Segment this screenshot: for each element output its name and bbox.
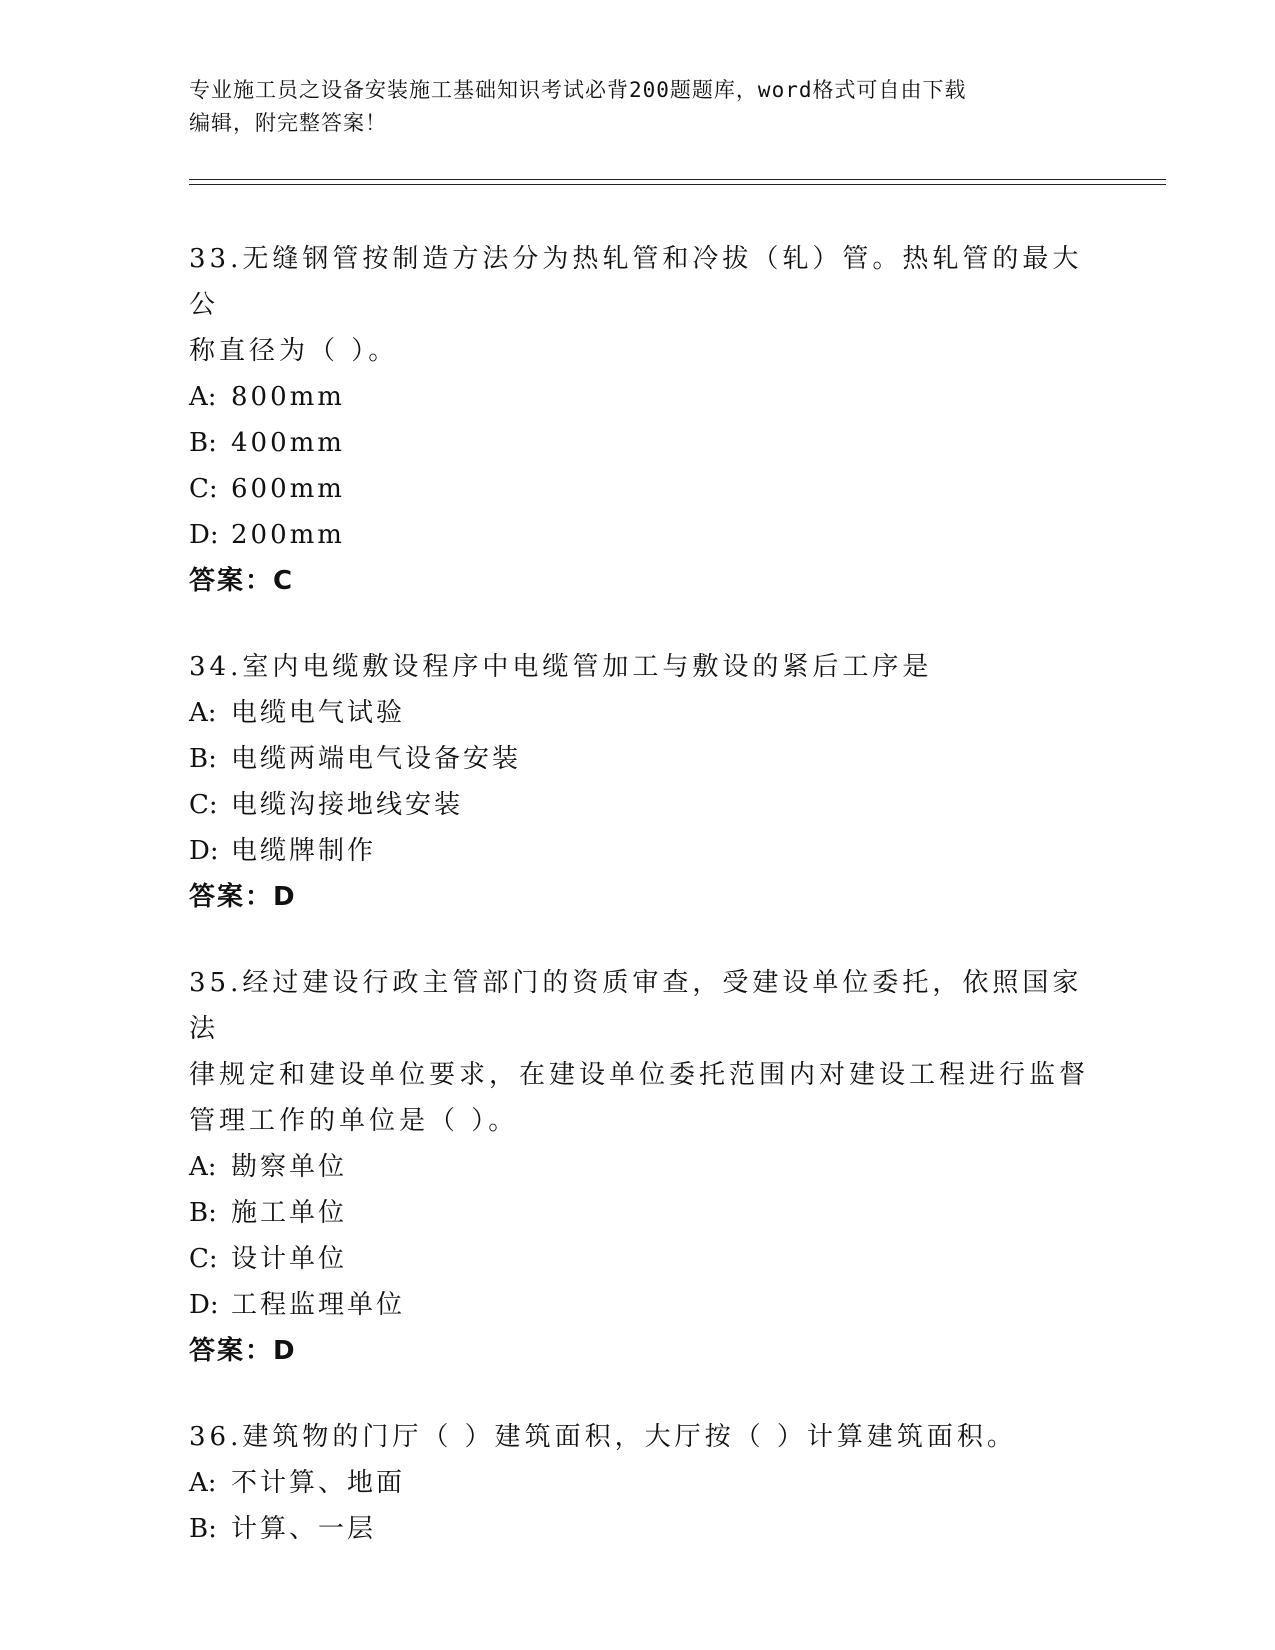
option-label: A: [189,698,217,728]
option-a [189,690,1089,736]
header-divider-top [189,179,1166,180]
option-text: 工程监理单位 [231,1290,406,1320]
option-text: 200mm [231,520,345,550]
option-d [189,828,1089,874]
option-b [189,1506,1089,1552]
option-text: 设计单位 [231,1244,348,1274]
option-b [189,736,1089,782]
question-stem-line: 36.建筑物的门厅（ ）建筑面积，大厅按（ ）计算建筑面积。 [189,1422,1017,1452]
option-c [189,466,1089,512]
question-35 [189,960,1089,1374]
option-d [189,512,1089,558]
option-a [189,1460,1089,1506]
option-label: C: [189,474,218,504]
option-text: 电缆牌制作 [231,836,377,866]
option-text: 施工单位 [231,1198,348,1228]
option-label: D: [189,836,219,866]
option-b [189,420,1089,466]
question-stem-line: 35.经过建设行政主管部门的资质审查，受建设单位委托，依照国家法 [189,968,1083,1044]
option-text: 不计算、地面 [231,1468,406,1498]
question-stem-line: 管理工作的单位是（ ）。 [189,1106,519,1136]
option-c [189,782,1089,828]
option-label: B: [189,1514,217,1544]
answer-text: 答案：D [189,882,297,912]
question-stem-line: 律规定和建设单位要求，在建设单位委托范围内对建设工程进行监督 [189,1060,1090,1090]
option-label: A: [189,1468,217,1498]
option-d [189,1282,1089,1328]
option-a [189,1144,1089,1190]
question-list [189,236,1089,1592]
question-stem-line: 33.无缝钢管按制造方法分为热轧管和冷拔（轧）管。热轧管的最大公 [189,244,1083,320]
answer-text: 答案：C [189,566,295,596]
header-divider-bottom [189,184,1166,185]
question-34 [189,644,1089,920]
option-text: 电缆沟接地线安装 [231,790,464,820]
option-text: 400mm [231,428,345,458]
option-c [189,1236,1089,1282]
option-label: C: [189,1244,218,1274]
option-text: 勘察单位 [231,1152,348,1182]
option-text: 600mm [231,474,345,504]
question-stem-line: 称直径为（ ）。 [189,336,399,366]
option-label: A: [189,1152,217,1182]
option-text: 800mm [231,382,345,412]
question-stem-line: 34.室内电缆敷设程序中电缆管加工与敷设的紧后工序是 [189,652,933,682]
option-label: D: [189,520,219,550]
option-label: A: [189,382,217,412]
option-text: 电缆电气试验 [231,698,406,728]
question-36 [189,1414,1089,1552]
answer-text: 答案：D [189,1336,297,1366]
option-label: B: [189,744,217,774]
header-line-2: 编辑，附完整答案！ [189,111,387,135]
option-a [189,374,1089,420]
option-text: 电缆两端电气设备安装 [231,744,522,774]
option-b [189,1190,1089,1236]
document-header [189,74,1089,140]
option-label: B: [189,428,217,458]
question-33 [189,236,1089,604]
option-label: B: [189,1198,217,1228]
header-line-1: 专业施工员之设备安装施工基础知识考试必背200题题库，word格式可自由下载 [189,78,967,102]
option-label: D: [189,1290,219,1320]
option-label: C: [189,790,218,820]
option-text: 计算、一层 [231,1514,377,1544]
